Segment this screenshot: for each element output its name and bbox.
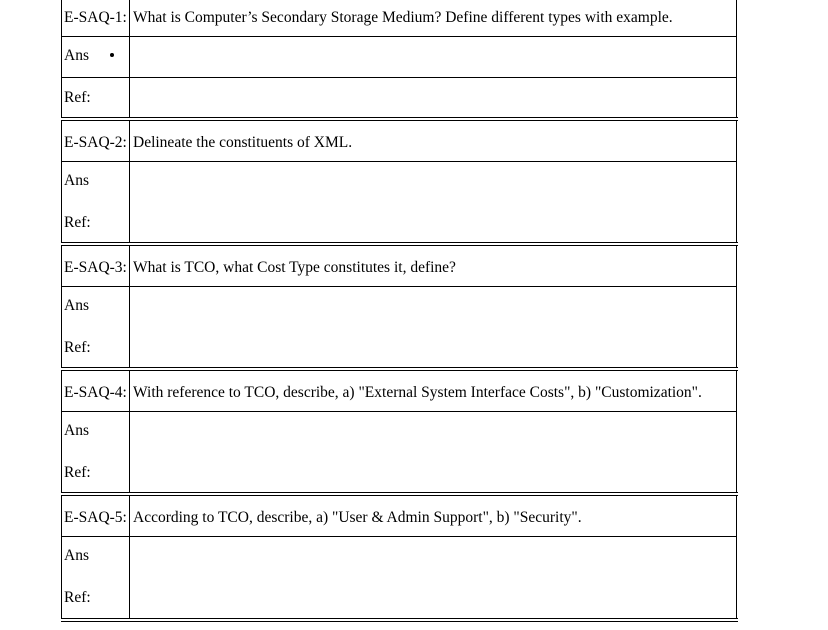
answer-reference-label-cell [62, 412, 130, 493]
answer-reference-row [62, 411, 736, 493]
answer-reference-label-cell [62, 287, 130, 368]
question-row [62, 121, 736, 161]
answer-label: Ans [64, 47, 89, 64]
question-id: E-SAQ-2: [62, 121, 130, 161]
question-text: What is Computer’s Secondary Storage Medium? Define different types with example. [133, 9, 673, 26]
question-block-4 [61, 370, 737, 493]
question-row [62, 371, 736, 411]
answer-field[interactable] [130, 37, 736, 77]
reference-row [62, 77, 736, 118]
question-id: E-SAQ-1: [62, 0, 130, 36]
answer-reference-row [62, 536, 736, 618]
answer-reference-row [62, 161, 736, 243]
question-text: Delineate the constituents of XML. [133, 134, 353, 151]
question-text: With reference to TCO, describe, a) "External System Interface Costs", b) "Customization". [133, 384, 702, 401]
answer-field[interactable] [130, 412, 736, 493]
question-row [62, 246, 736, 286]
reference-label: Ref: [64, 214, 91, 231]
answer-field[interactable] [130, 537, 736, 618]
bullet-dot-icon [110, 53, 114, 57]
answer-label-cell [62, 37, 130, 77]
answer-reference-row [62, 286, 736, 368]
question-id: E-SAQ-4: [62, 371, 130, 411]
question-block-3 [61, 245, 737, 368]
reference-field[interactable] [130, 78, 736, 118]
question-row [62, 496, 736, 536]
question-row [62, 0, 736, 36]
question-text: What is TCO, what Cost Type constitutes it, define? [133, 259, 456, 276]
answer-row [62, 36, 736, 77]
question-block-5 [61, 495, 737, 618]
answer-label: Ans [64, 422, 89, 439]
answer-field[interactable] [130, 287, 736, 368]
question-block-1 [61, 0, 737, 118]
reference-label: Ref: [62, 78, 130, 118]
reference-label: Ref: [64, 464, 91, 481]
answer-field[interactable] [130, 162, 736, 243]
reference-label: Ref: [64, 339, 91, 356]
question-id: E-SAQ-5: [62, 496, 130, 536]
answer-reference-label-cell [62, 162, 130, 243]
reference-label: Ref: [64, 589, 91, 606]
answer-reference-label-cell [62, 537, 130, 618]
question-answer-sheet [61, 0, 737, 618]
question-block-2 [61, 120, 737, 243]
answer-label: Ans [64, 172, 89, 189]
question-id: E-SAQ-3: [62, 246, 130, 286]
answer-label: Ans [64, 547, 89, 564]
question-text: According to TCO, describe, a) "User & Admin Support", b) "Security". [133, 509, 582, 526]
answer-label: Ans [64, 297, 89, 314]
